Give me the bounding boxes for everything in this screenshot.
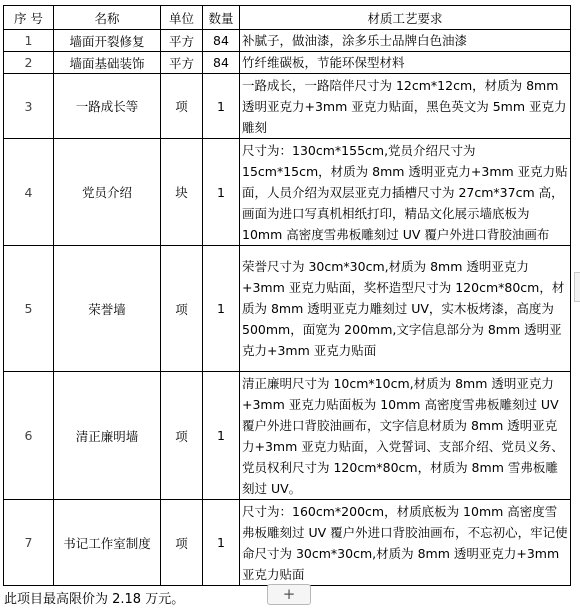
row-requirements: 尺寸为：130cm*155cm,党员介绍尺寸为 15cm*15cm，材质为 8mm 透明亚克力+3mm 亚克力贴面，人员介绍为双层亚克力插槽尺寸为 27cm*37cm 高，画面为进口写真机相纸打印，精品文化展示墙底板为 10mm 高密度雪弗板雕刻过 UV 覆户外进口背胶油画布 (240, 139, 571, 246)
requirements-table (3, 5, 571, 586)
row-unit: 平方 (161, 30, 203, 52)
row-qty: 1 (203, 74, 240, 139)
row-seq: 7 (4, 500, 54, 586)
row-name: 清正廉明墙 (54, 372, 161, 500)
row-seq: 1 (4, 30, 54, 52)
header-name: 名称 (54, 6, 161, 30)
row-qty: 1 (203, 139, 240, 246)
row-unit: 块 (161, 139, 203, 246)
table-row (4, 246, 571, 372)
row-qty: 1 (203, 246, 240, 372)
price-limit-note: 此项目最高限价为 2.18 万元。 (4, 592, 185, 607)
row-name: 墙面基础装饰 (54, 52, 161, 74)
header-unit: 单位 (161, 6, 203, 30)
header-requirements: 材质工艺要求 (240, 6, 571, 30)
row-name: 荣誉墙 (54, 246, 161, 372)
add-button[interactable]: + (267, 584, 311, 605)
row-unit: 项 (161, 74, 203, 139)
table-row (4, 74, 571, 139)
row-unit: 项 (161, 500, 203, 586)
table-row (4, 372, 571, 500)
row-unit: 平方 (161, 52, 203, 74)
row-qty: 1 (203, 500, 240, 586)
row-qty: 84 (203, 52, 240, 74)
row-requirements: 荣誉尺寸为 30cm*30cm,材质为 8mm 透明亚克力+3mm 亚克力贴面，奖杯造型尺寸为 120cm*80cm，材质为 8mm 透明亚克力雕刻过 UV，实木板烤漆，高度为 500mm，面宽为 200mm,文字信息部分为 8mm 透明亚克力+3mm 亚克力贴面 (240, 246, 571, 372)
row-name: 书记工作室制度 (54, 500, 161, 586)
row-requirements: 清正廉明尺寸为 10cm*10cm,材质为 8mm 透明亚克力+3mm 亚克力贴面板为 10mm 高密度雪弗板雕刻过 UV 覆户外进口背胶油画布，文字信息材质为 8mm 透明亚克力+3mm 亚克力贴面，入党誓词、支部介绍、党员义务、党员权利尺寸为 120cm*80cm，材质为 8mm 雪弗板雕刻过 UV。 (240, 372, 571, 500)
row-name: 一路成长等 (54, 74, 161, 139)
row-requirements: 一路成长，一路陪伴尺寸为 12cm*12cm，材质为 8mm 透明亚克力+3mm 亚克力贴面，黑色英文为 5mm 亚克力雕刻 (240, 74, 571, 139)
row-name: 党员介绍 (54, 139, 161, 246)
table-row (4, 30, 571, 52)
row-name: 墙面开裂修复 (54, 30, 161, 52)
row-seq: 6 (4, 372, 54, 500)
row-seq: 3 (4, 74, 54, 139)
table-row (4, 500, 571, 586)
row-seq: 2 (4, 52, 54, 74)
table-row (4, 139, 571, 246)
side-scroll-handle[interactable] (574, 272, 580, 302)
row-unit: 项 (161, 246, 203, 372)
table-row (4, 52, 571, 74)
row-qty: 84 (203, 30, 240, 52)
row-unit: 项 (161, 372, 203, 500)
row-seq: 4 (4, 139, 54, 246)
header-seq: 序 号 (4, 6, 54, 30)
row-seq: 5 (4, 246, 54, 372)
row-requirements: 竹纤维碳板，节能环保型材料 (240, 52, 571, 74)
table-header-row (4, 6, 571, 30)
row-requirements: 尺寸为：160cm*200cm，材质底板为 10mm 高密度雪弗板雕刻过 UV 覆户外进口背胶油画布，不忘初心，牢记使命尺寸为 30cm*30cm,材质为 8mm 透明亚克力+3mm 亚克力贴面 (240, 500, 571, 586)
row-requirements: 补腻子，做油漆，涂多乐士品牌白色油漆 (240, 30, 571, 52)
row-qty: 1 (203, 372, 240, 500)
header-qty: 数量 (203, 6, 240, 30)
